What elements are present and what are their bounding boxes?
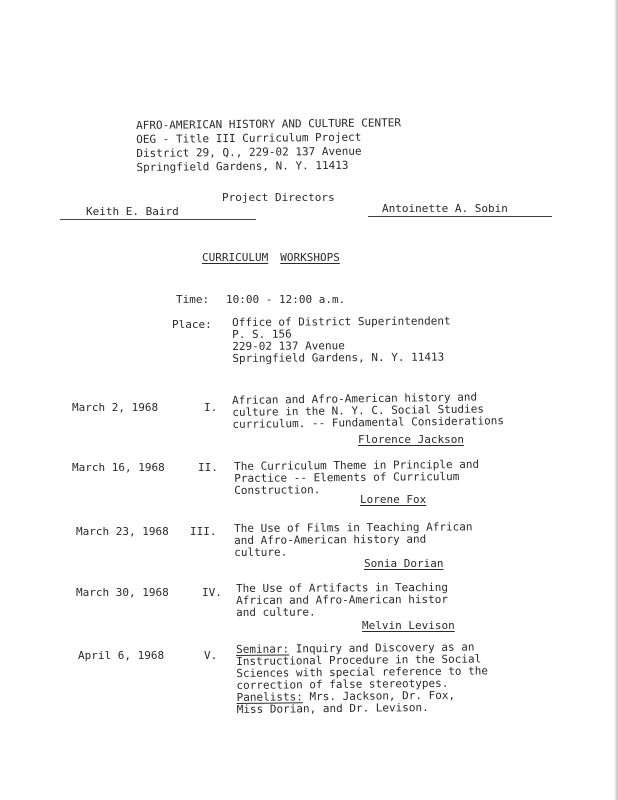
session-description xyxy=(234,457,479,495)
seminar-topic: Inquiry and Discovery as an xyxy=(288,640,475,656)
workshops-title xyxy=(202,250,340,265)
session-date: March 23, 1968 xyxy=(76,525,169,538)
workshops-title-word2: WORKSHOPS xyxy=(280,251,340,264)
session-presenter: Florence Jackson xyxy=(358,433,464,446)
session-date: March 30, 1968 xyxy=(76,586,169,599)
panelists-names: Mrs. Jackson, Dr. Fox, xyxy=(302,688,456,704)
directors-label: Project Directors xyxy=(222,191,335,204)
session-numeral: II. xyxy=(198,461,218,474)
letterhead xyxy=(136,115,401,174)
session-line: culture. xyxy=(234,545,288,559)
director-right-name: Antoinette A. Sobin xyxy=(368,202,552,217)
session-description xyxy=(236,580,448,617)
session-line: African and Afro-American histor xyxy=(236,592,449,607)
director-left-name: Keith E. Baird xyxy=(60,205,256,220)
session-presenter: Sonia Dorian xyxy=(364,557,444,570)
place-line: Office of District Superintendent xyxy=(232,314,451,329)
session-date: April 6, 1968 xyxy=(78,649,165,662)
session-numeral: IV. xyxy=(202,586,222,599)
time-value: 10:00 - 12:00 a.m. xyxy=(226,293,346,306)
place-line: P. S. 156 xyxy=(232,327,292,341)
place-address xyxy=(232,313,451,363)
session-line: correction of false stereotypes. xyxy=(236,676,449,692)
session-numeral: V. xyxy=(204,649,218,662)
session-line: The Use of Films in Teaching African xyxy=(234,520,473,535)
session-line: Sciences with special reference to the xyxy=(236,664,489,680)
session-line: The Curriculum Theme in Principle and xyxy=(234,457,480,473)
session-line: Instructional Procedure in the Social xyxy=(236,652,482,668)
session-description xyxy=(234,519,473,557)
seminar-label: Seminar: xyxy=(236,642,290,656)
session-description xyxy=(232,389,504,429)
letterhead-line-address: District 29, Q., 229-02 137 Avenue xyxy=(136,144,362,160)
session-description xyxy=(236,639,488,714)
place-label: Place: xyxy=(172,318,212,331)
letterhead-line-city: Springfield Gardens, N. Y. 11413 xyxy=(136,158,349,174)
session-line: Practice -- Elements of Curriculum xyxy=(234,470,460,485)
session-presenter: Melvin Levison xyxy=(362,619,455,632)
panelists-label: Panelists: xyxy=(236,690,303,704)
letterhead-line-org: AFRO-AMERICAN HISTORY AND CULTURE CENTER xyxy=(136,116,402,132)
session-line: and Afro-American history and xyxy=(234,532,427,547)
session-line: The Use of Artifacts in Teaching xyxy=(236,580,448,595)
session-line: African and Afro-American history and xyxy=(232,390,478,407)
session-line: Construction. xyxy=(234,483,321,497)
session-line: and culture. xyxy=(236,605,316,619)
workshops-title-word1: CURRICULUM xyxy=(202,251,269,264)
session-date: March 16, 1968 xyxy=(72,461,165,474)
session-line: Miss Dorian, and Dr. Levison. xyxy=(236,700,429,716)
session-numeral: I. xyxy=(204,401,218,414)
place-line: 229-02 137 Avenue xyxy=(232,339,345,353)
session-line: culture in the N. Y. C. Social Studies xyxy=(232,402,485,419)
page-edge-shadow xyxy=(614,0,618,800)
session-line: curriculum. -- Fundamental Considerations xyxy=(232,414,505,431)
place-line: Springfield Gardens, N. Y. 11413 xyxy=(232,350,445,365)
session-date: March 2, 1968 xyxy=(72,401,159,414)
letterhead-line-project: OEG - Title III Curriculum Project xyxy=(136,130,362,146)
session-numeral: III. xyxy=(190,525,217,538)
time-label: Time: xyxy=(176,293,210,306)
session-presenter: Lorene Fox xyxy=(360,493,427,506)
